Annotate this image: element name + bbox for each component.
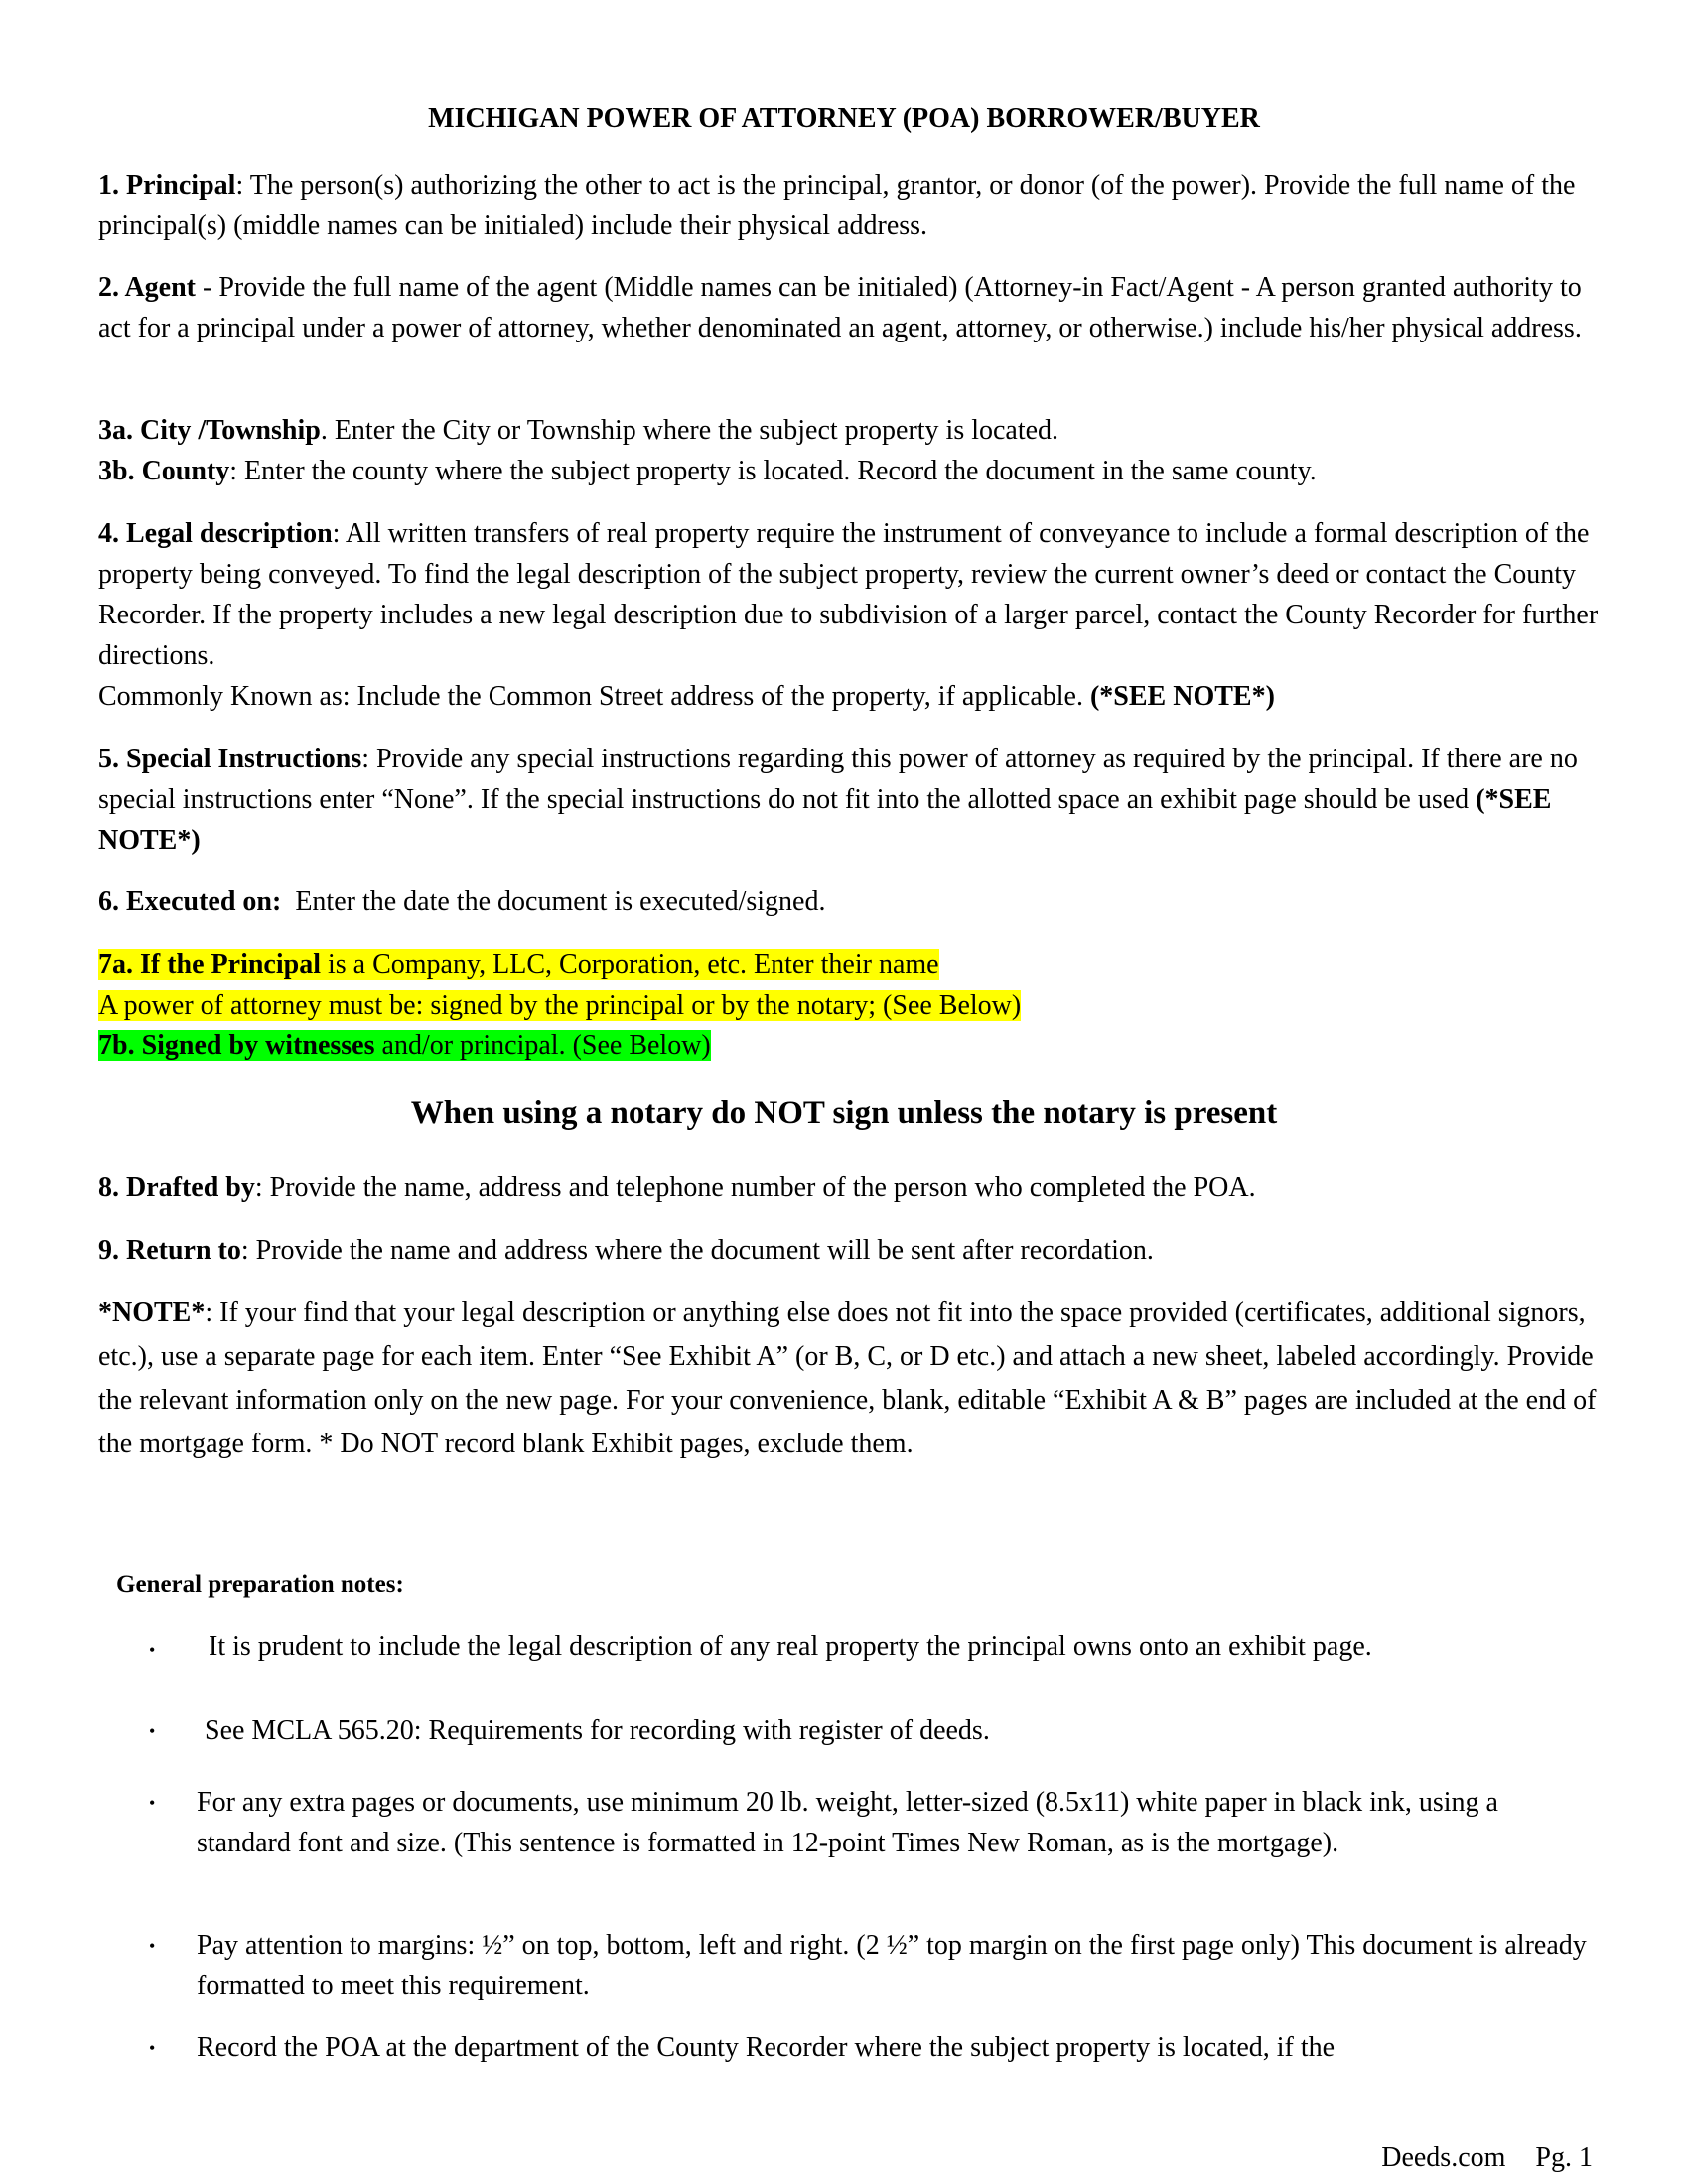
section-label: 5. Special Instructions <box>98 744 362 774</box>
section-text: Enter the date the document is executed/signed. <box>281 887 826 917</box>
section-label: 3a. City /Township <box>98 415 321 446</box>
bullet-icon: • <box>149 2038 156 2058</box>
section-special-instructions <box>98 739 1603 861</box>
section-legal-description <box>98 513 1603 717</box>
section-label: 7a. If the Principal <box>98 949 321 980</box>
section-text: - Provide the full name of the agent (Middle names can be initialed) (Attorney-in Fact/Agent - A person granted authority to act for a principal under a power of attorney, whether denominated an agent, attorney, or otherwise.) include his/her physical address. <box>98 272 1582 343</box>
section-county <box>98 451 1603 491</box>
section-label: 6. Executed on: <box>98 887 282 917</box>
section-drafted-by <box>98 1167 1603 1208</box>
list-item: It is prudent to include the legal description of any real property the principal owns onto an exhibit page. <box>209 1631 1372 1662</box>
section-label: 3b. County <box>98 456 230 486</box>
list-item: Pay attention to margins: ½” on top, bottom, left and right. (2 ½” top margin on the first page only) This document is already formatted to meet this requirement. <box>197 1930 1587 2001</box>
list-item: Record the POA at the department of the County Recorder where the subject property is located, if the <box>197 2032 1336 2063</box>
section-agent <box>98 267 1603 348</box>
section-text: . Enter the City or Township where the subject property is located. <box>320 415 1059 446</box>
section-text: : The person(s) authorizing the other to act is the principal, grantor, or donor (of the power). Provide the full name of the principal(s) (middle names can be initialed) include their physical address. <box>98 170 1576 241</box>
section-return-to <box>98 1230 1603 1271</box>
section-label: 9. Return to <box>98 1235 241 1266</box>
section-label: 4. Legal description <box>98 518 333 549</box>
highlight-yellow <box>98 949 939 980</box>
bullet-icon: • <box>149 1721 156 1741</box>
note-paragraph <box>98 1292 1598 1466</box>
section-label: 8. Drafted by <box>98 1172 255 1203</box>
section-text: : All written transfers of real property require the instrument of conveyance to include a formal description of the property being conveyed. To find the legal description of the subject property, review the current owner’s deed or contact the County Recorder. If the property includes a new legal description due to subdivision of a larger parcel, contact the County Recorder for further directions. <box>98 518 1599 671</box>
note-text: : If your find that your legal description or anything else does not fit into the space provided (certificates, additional signors, etc.), use a separate page for each item. Enter “See Exhibit A” (or B, C, or D etc.) and attach a new sheet, labeled accordingly. Provide the relevant information only on the new page. For your convenience, blank, editable “Exhibit A & B” pages are included at the end of the mortgage form. * Do NOT record blank Exhibit pages, exclude them. <box>98 1297 1597 1459</box>
section-text: : Provide any special instructions regarding this power of attorney as required by the principal. If there are no special instructions enter “None”. If the special instructions do not fit into the allotted space an exhibit page should be used <box>98 744 1578 815</box>
list-item: See MCLA 565.20: Requirements for recording with register of deeds. <box>205 1715 990 1746</box>
section-label: 7b. Signed by witnesses <box>98 1030 375 1061</box>
section-label: 1. Principal <box>98 170 236 201</box>
bullet-icon: • <box>149 1640 156 1660</box>
commonly-known-text: Commonly Known as: Include the Common Street address of the property, if applicable. <box>98 681 1090 712</box>
section-text: : Provide the name, address and telephone number of the person who completed the POA. <box>254 1172 1256 1203</box>
page-footer <box>1381 2142 1593 2174</box>
signing-requirement: A power of attorney must be: signed by the principal or by the notary; (See Below) <box>98 990 1022 1021</box>
highlight-green <box>98 1030 711 1061</box>
bullet-icon: • <box>149 1936 156 1956</box>
general-notes-title: General preparation notes: <box>116 1571 404 1598</box>
footer-site: Deeds.com <box>1381 2142 1506 2173</box>
section-executed-on <box>98 882 1603 922</box>
see-note-ref: (*SEE NOTE*) <box>1089 681 1275 712</box>
bullet-icon: • <box>149 1793 156 1813</box>
note-label: *NOTE* <box>98 1297 206 1328</box>
notary-warning: When using a notary do NOT sign unless the notary is present <box>410 1095 1278 1131</box>
section-text: : Provide the name and address where the document will be sent after recordation. <box>240 1235 1154 1266</box>
see-note-ref: (*SEE NOTE*) <box>98 784 1552 856</box>
page-number: Pg. 1 <box>1535 2142 1593 2173</box>
document-title: MICHIGAN POWER OF ATTORNEY (POA) BORROWER/BUYER <box>428 103 1260 134</box>
section-principal-company <box>98 944 1603 1066</box>
section-text: is a Company, LLC, Corporation, etc. Enter their name <box>321 949 939 980</box>
section-city-township <box>98 410 1603 451</box>
list-item: For any extra pages or documents, use minimum 20 lb. weight, letter-sized (8.5x11) white paper in black ink, using a standard font and size. (This sentence is formatted in 12-point Times New Roman, as is the mortgage). <box>197 1787 1498 1858</box>
section-label: 2. Agent <box>98 272 196 303</box>
section-text: and/or principal. (See Below) <box>374 1030 711 1061</box>
section-text: : Enter the county where the subject property is located. Record the document in the same county. <box>229 456 1317 486</box>
section-principal <box>98 165 1603 246</box>
